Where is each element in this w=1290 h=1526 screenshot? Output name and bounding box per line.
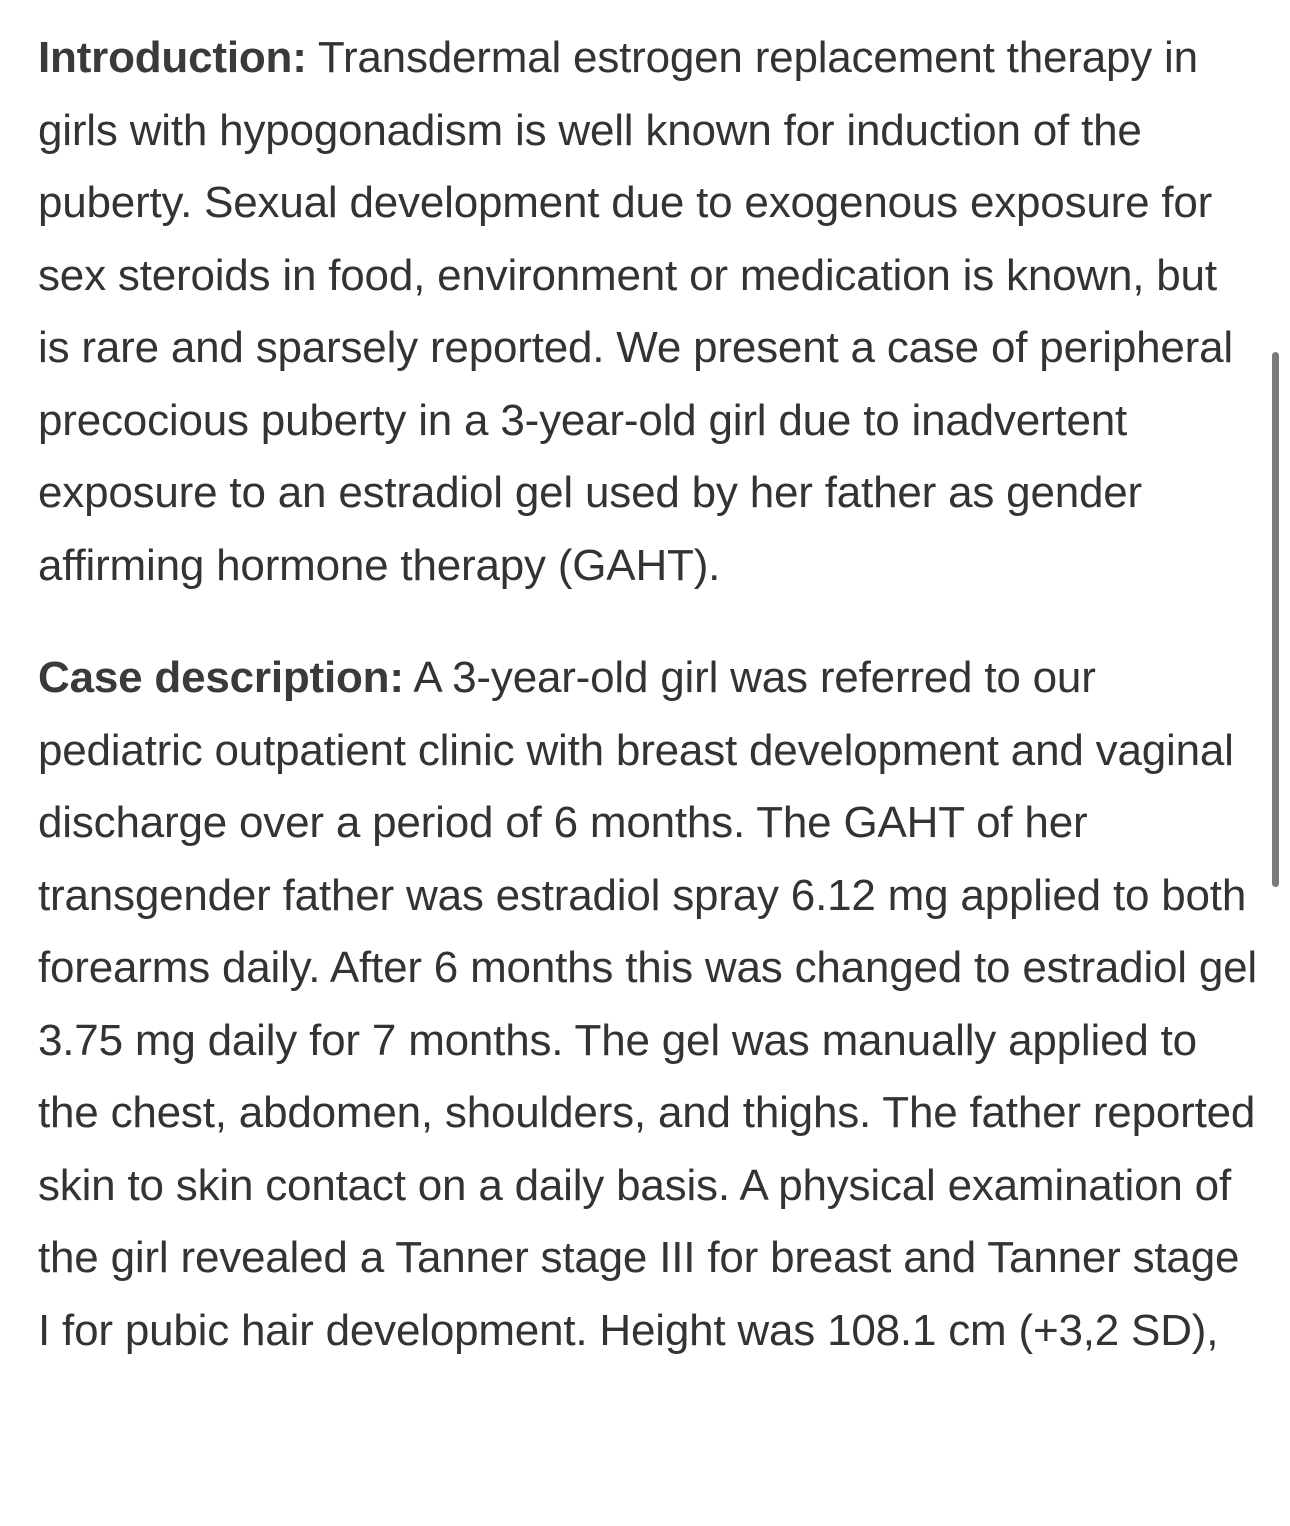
introduction-text: Transdermal estrogen replacement therapy in girls with hypogonadism is well known for induction of the puberty. Sexual development due to exogenous exposure for sex steroids in food, environment or medication is known, but is rare and sparsely reported. We present a case of peripheral precocious puberty in a 3-year-old girl due to inadvertent exposure to an estradiol gel used by her father as gender affirming hormone therapy (GAHT). [38, 33, 1233, 590]
case-description-text: A 3-year-old girl was referred to our pediatric outpatient clinic with breast development and vaginal discharge over a period of 6 months. The GAHT of her transgender father was estradiol spray 6.12 mg applied to both forearms daily. After 6 months this was changed to estradiol gel 3.75 mg daily for 7 months. The gel was manually applied to the chest, abdomen, shoulders, and thighs. The father reported skin to skin contact on a daily basis. A physical examination of the girl revealed a Tanner stage III for breast and Tanner stage I for pubic hair development. Height was 108.1 cm (+3,2 SD), [38, 653, 1258, 1355]
introduction-paragraph [38, 22, 1260, 602]
article-body [38, 22, 1260, 1407]
case-description-label: Case description: [38, 653, 404, 702]
vertical-scrollbar[interactable] [1272, 352, 1279, 887]
case-description-paragraph [38, 642, 1260, 1367]
introduction-label: Introduction: [38, 33, 307, 82]
